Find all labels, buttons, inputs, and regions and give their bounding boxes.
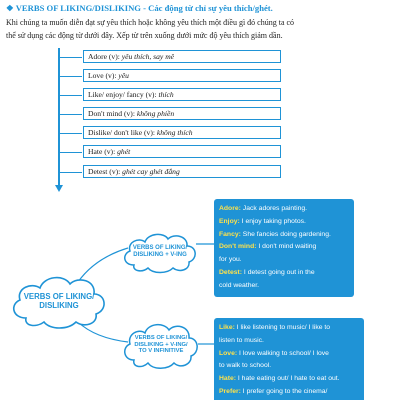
example-keyword: Adore: (219, 205, 241, 212)
example-text: I hate eating out/ I hate to eat out. (236, 375, 340, 383)
scale-term: Dislike/ don't like (v): (88, 128, 157, 137)
example-text: I love walking to school/ I love (237, 349, 329, 357)
example-line (219, 229, 349, 242)
example-keyword: Love: (219, 349, 238, 357)
upper-cloud-label (120, 230, 200, 274)
example-text: She fancies doing gardening. (240, 230, 331, 238)
example-text: cold weather. (219, 281, 260, 289)
example-text: Jack adores painting. (240, 205, 308, 212)
example-text: I don't mind waiting (256, 243, 317, 251)
example-text: I detest going out in the (242, 268, 315, 276)
example-line (219, 254, 349, 267)
example-line (219, 360, 359, 373)
example-text: I like listening to music/ I like to (234, 324, 331, 331)
example-line (219, 348, 359, 361)
example-text: listen to music. (219, 336, 264, 344)
example-line (219, 203, 349, 216)
example-line (219, 267, 349, 280)
lower-cloud-line-2: DISLIKING + V-ING/ (134, 341, 188, 348)
example-keyword: Don't mind: (219, 243, 257, 251)
upper-examples-panel (214, 199, 354, 297)
example-line (219, 386, 359, 399)
lower-cloud-line-3: TO V INFINITIVE (138, 348, 184, 355)
scale-term: Hate (v): (88, 147, 118, 156)
center-cloud-label (8, 272, 110, 330)
example-keyword: Detest: (219, 268, 243, 276)
intro-line-2: thể sử dụng các động từ dưới đây. Xếp từ trên xuống dưới mức độ yêu thích giảm dần. (6, 31, 283, 40)
example-text: to walk to school. (219, 362, 272, 370)
scale-meaning: ghét cay ghét đắng (122, 167, 180, 176)
center-cloud-line-1: VERBS OF LIKING/ (23, 291, 95, 301)
example-keyword: Enjoy: (219, 217, 240, 225)
example-line (219, 241, 349, 254)
scale-meaning: không phiền (136, 109, 175, 118)
lower-cloud (120, 320, 202, 370)
example-keyword: Prefer: (219, 387, 241, 395)
example-text: for you. (219, 256, 242, 264)
scale-term: Adore (v): (88, 52, 122, 61)
scale-term: Detest (v): (88, 167, 123, 176)
scale-meaning: yêu (118, 71, 129, 80)
example-line (219, 322, 359, 335)
example-line (219, 216, 349, 229)
section-title-text: VERBS OF LIKING/DISLIKING - Các động từ chỉ sự yêu thích/ghét. (15, 3, 273, 13)
example-line (219, 335, 359, 348)
scale-meaning: yêu thích, say mê (121, 52, 175, 61)
example-line (219, 373, 359, 386)
upper-cloud-line-2: DISLIKING + V-ING (133, 252, 187, 258)
center-cloud (8, 272, 110, 330)
diamond-bullet-icon: ❖ (6, 3, 14, 13)
scale-term: Love (v): (88, 71, 119, 80)
scale-term: Like/ enjoy/ fancy (v): (88, 90, 159, 99)
scale-meaning: thích (158, 90, 174, 99)
example-keyword: Hate: (219, 375, 236, 383)
lower-examples-panel (214, 318, 364, 400)
center-cloud-line-2: DISLIKING (39, 301, 79, 310)
upper-cloud (120, 230, 200, 274)
scale-meaning: ghét (117, 147, 131, 156)
scale-meaning: không thích (156, 128, 193, 137)
intro-line-1: Khi chúng ta muốn diễn đạt sự yêu thích hoặc không yêu thích một điều gì đó chúng ta có (6, 18, 295, 27)
upper-cloud-line-1: VERBS OF LIKING/ (132, 244, 188, 251)
scale-term: Don't mind (v): (88, 109, 137, 118)
lower-cloud-line-1: VERBS OF LIKING/ (134, 334, 188, 341)
example-keyword: Like: (219, 324, 235, 331)
example-line (219, 280, 349, 293)
lower-cloud-label (120, 320, 202, 370)
example-text: I prefer going to the cinema/ (240, 387, 328, 395)
example-text: I enjoy taking photos. (239, 217, 306, 225)
example-keyword: Fancy: (219, 230, 241, 238)
